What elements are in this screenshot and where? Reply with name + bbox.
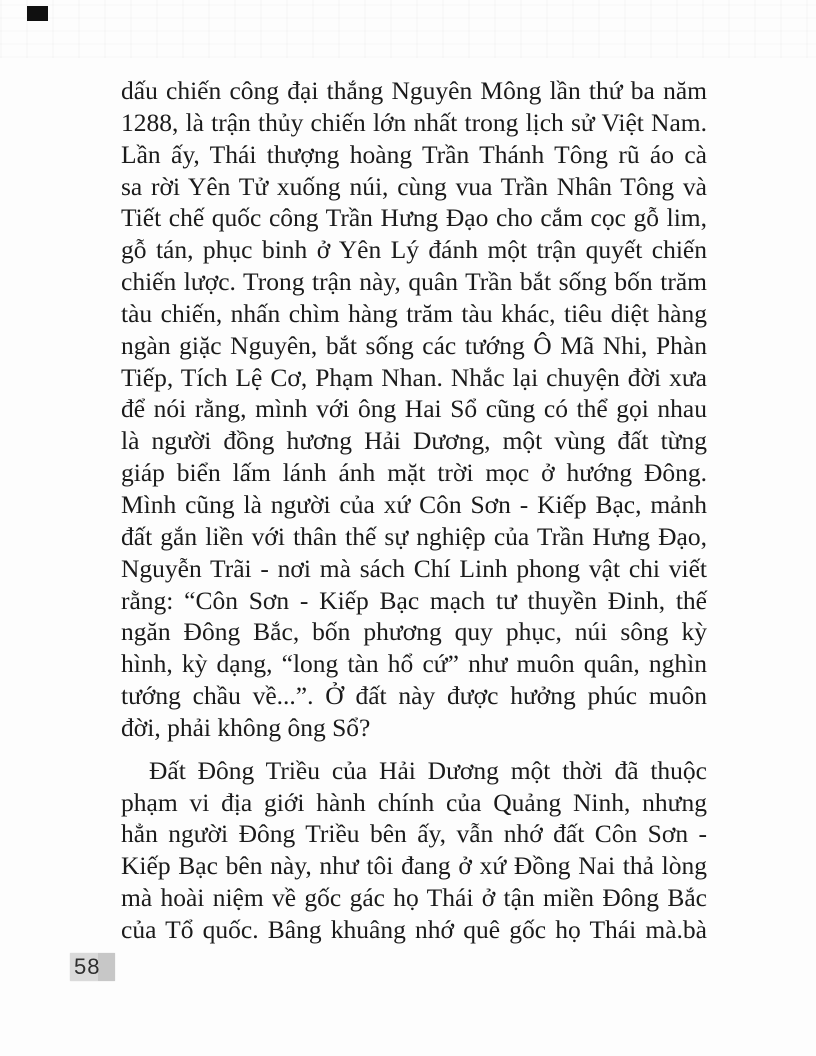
text-line: Tiết chế quốc công Trần Hưng Đạo cho cắm cọc gỗ lim, (121, 203, 707, 233)
text-line: Lần ấy, Thái thượng hoàng Trần Thánh Tông rũ áo cà (121, 139, 707, 169)
text-line: để nói rằng, mình với ông Hai Sổ cũng có thể gọi nhau (121, 394, 707, 424)
paragraph (121, 75, 707, 744)
text-line: Nguyễn Trãi - nơi mà sách Chí Linh phong vật chi viết (121, 553, 707, 583)
text-line: sa rời Yên Tử xuống núi, cùng vua Trần Nhân Tông và (121, 171, 707, 201)
text-line: đời, phải không ông Sổ? (121, 712, 371, 742)
text-block (121, 75, 707, 946)
text-line: Đất Đông Triều của Hải Dương một thời đã thuộc (149, 755, 707, 785)
text-line: của Tổ quốc. Bâng khuâng nhớ quê gốc họ Thái mà.bà (121, 914, 707, 944)
text-line: phạm vi địa giới hành chính của Quảng Ninh, nhưng (121, 787, 707, 817)
text-line: mà hoài niệm về gốc gác họ Thái ở tận miền Đông Bắc (121, 883, 707, 913)
page-number-box (70, 953, 115, 981)
text-line: hình, kỳ dạng, “long tàn hổ cứ” như muôn quân, nghìn (121, 649, 707, 679)
text-line: chiến lược. Trong trận này, quân Trần bắt sống bốn trăm (121, 267, 707, 297)
text-line: là người đồng hương Hải Dương, một vùng đất từng (121, 426, 707, 456)
page-number: 58 (74, 954, 101, 979)
text-line: rằng: “Côn Sơn - Kiếp Bạc mạch tư thuyền Đinh, thế (121, 585, 707, 615)
text-line: 1288, là trận thủy chiến lớn nhất trong lịch sử Việt Nam. (121, 107, 707, 137)
text-line: giáp biển lấm lánh ánh mặt trời mọc ở hướng Đông. (121, 458, 707, 488)
paragraph (121, 755, 707, 946)
text-line: gỗ tán, phục binh ở Yên Lý đánh một trận quyết chiến (121, 235, 707, 265)
text-line: ngăn Đông Bắc, bốn phương quy phục, núi sông kỳ (121, 617, 707, 647)
text-line: Mình cũng là người của xứ Côn Sơn - Kiếp Bạc, mảnh (121, 489, 707, 519)
text-line: tướng chầu về...”. Ở đất này được hưởng phúc muôn (121, 681, 707, 711)
text-line: hẳn người Đông Triều bên ấy, vẫn nhớ đất Côn Sơn - (121, 819, 707, 849)
scan-noise-band (0, 0, 816, 58)
text-line: Kiếp Bạc bên này, như tôi đang ở xứ Đồng Nai thả lòng (121, 851, 707, 881)
text-line: đất gắn liền với thân thế sự nghiệp của Trần Hưng Đạo, (121, 521, 707, 551)
text-line: tàu chiến, nhấn chìm hàng trăm tàu khác, tiêu diệt hàng (121, 298, 707, 328)
text-line: dấu chiến công đại thắng Nguyên Mông lần thứ ba năm (121, 76, 707, 105)
scan-corner-mark (27, 6, 48, 21)
text-line: Tiếp, Tích Lệ Cơ, Phạm Nhan. Nhắc lại chuyện đời xưa (121, 362, 707, 392)
text-line: ngàn giặc Nguyên, bắt sống các tướng Ô Mã Nhi, Phàn (121, 330, 707, 360)
